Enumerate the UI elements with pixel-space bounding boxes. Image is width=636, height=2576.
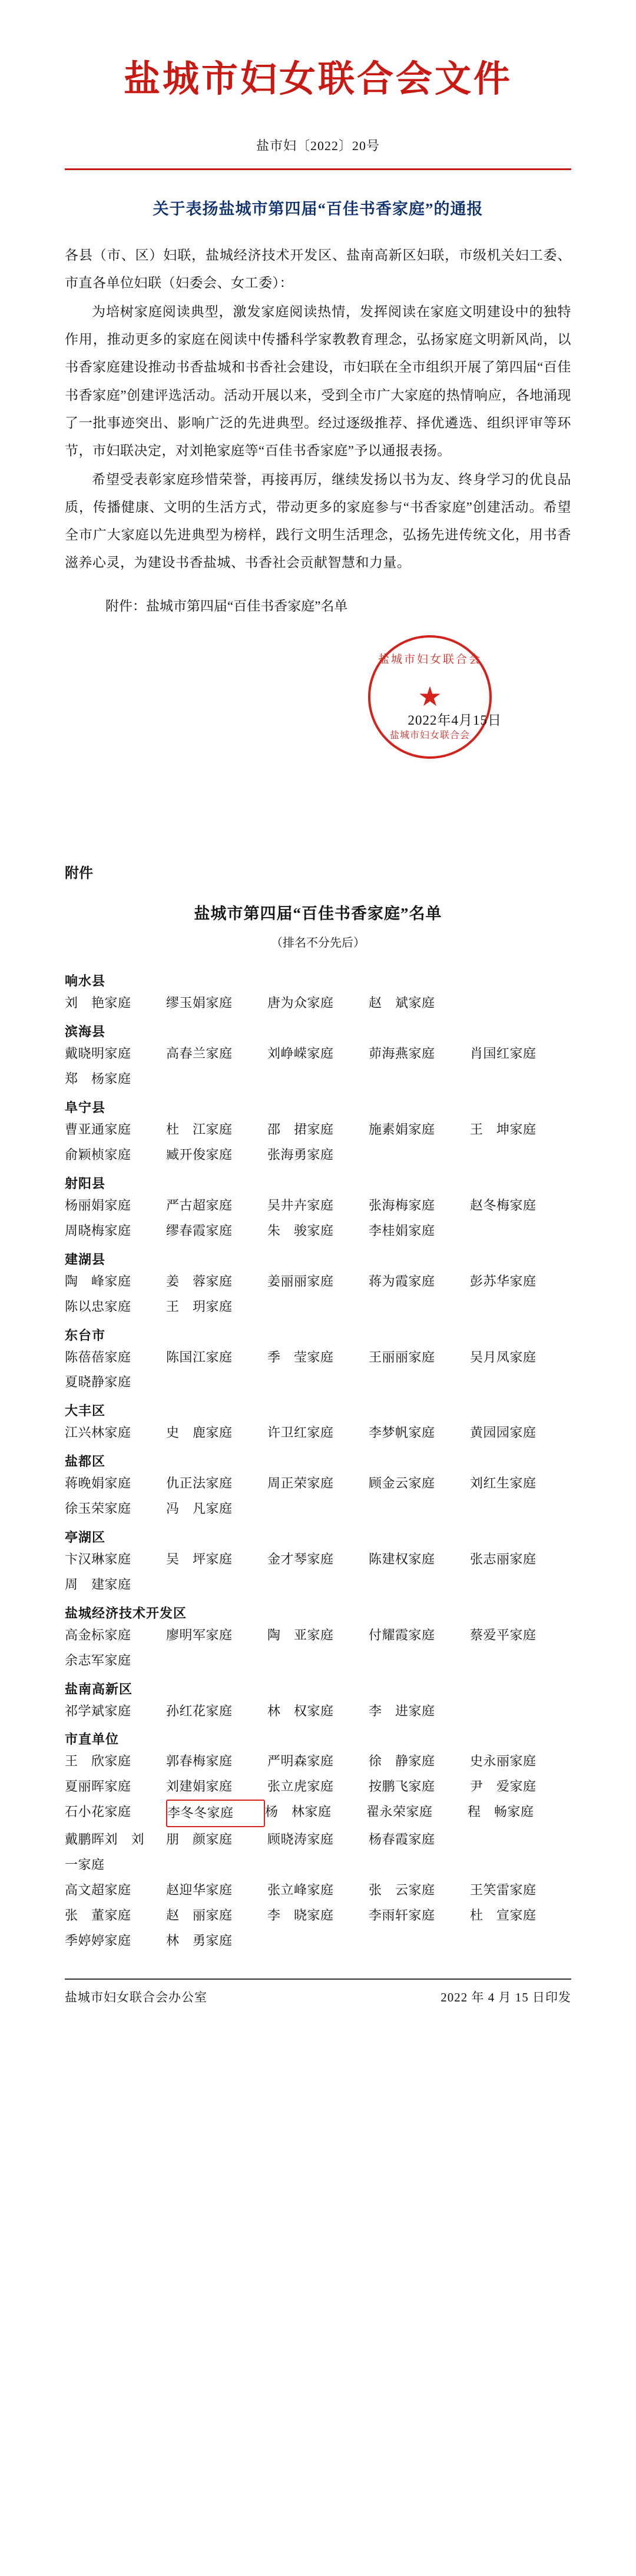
family-name-entry: 唐为众家庭 [267, 995, 334, 1011]
notice-title: 关于表扬盐城市第四届“百佳书香家庭”的通报 [153, 200, 483, 218]
family-name-entry: 张志丽家庭 [470, 1551, 536, 1566]
name-row [65, 1370, 571, 1395]
family-name-entry: 张立虎家庭 [267, 1779, 334, 1794]
family-name-entry: 尹 爱家庭 [470, 1779, 536, 1794]
family-name-entry: 赵迎华家庭 [166, 1882, 233, 1897]
name-row [65, 1648, 571, 1674]
name-row [65, 1774, 571, 1800]
family-name-entry: 李雨轩家庭 [369, 1907, 435, 1923]
family-name-entry: 金才琴家庭 [267, 1551, 334, 1566]
attachment-subtitle: （排名不分先后） [271, 937, 365, 950]
family-name-entry: 肖国红家庭 [470, 1046, 536, 1061]
family-name-entry: 杨春霞家庭 [369, 1832, 435, 1847]
family-name-entry: 吴月凤家庭 [470, 1349, 536, 1365]
family-name-entry: 严古超家庭 [166, 1197, 233, 1213]
family-name-entry: 杜 宣家庭 [470, 1907, 536, 1923]
footer-issuer: 盐城市妇女联合会办公室 [65, 1990, 207, 2004]
family-name-entry: 高文超家庭 [65, 1882, 131, 1897]
family-name-entry: 张海勇家庭 [267, 1147, 334, 1163]
family-name-entry: 蔡爱平家庭 [470, 1627, 536, 1642]
family-name-entry: 吴井卉家庭 [267, 1197, 334, 1213]
family-name-entry: 缪玉娟家庭 [166, 995, 233, 1011]
name-row [65, 1471, 571, 1496]
region-heading: 大丰区 [65, 1403, 106, 1419]
region-heading: 盐南高新区 [65, 1681, 133, 1697]
family-name-entry: 戴鹏晖刘 刘 一家庭 [65, 1832, 158, 1872]
seal-area [65, 620, 571, 767]
family-name-entry: 高金标家庭 [65, 1627, 131, 1642]
notice-body [65, 241, 571, 577]
family-name-entry: 程 畅家庭 [468, 1804, 534, 1820]
family-name-entry: 赵 丽家庭 [166, 1907, 233, 1923]
family-name-entry: 余志军家庭 [65, 1652, 131, 1668]
family-name-entry: 吴 坪家庭 [166, 1551, 233, 1566]
family-name-entry: 陈蓓蓓家庭 [65, 1349, 131, 1365]
region-heading: 亭湖区 [65, 1529, 106, 1545]
footer-date: 2022 年 4 月 15 日印发 [440, 1990, 571, 2004]
family-name-entry: 李 进家庭 [369, 1703, 435, 1718]
family-name-entry: 姜 蓉家庭 [166, 1273, 233, 1289]
name-row [65, 1143, 571, 1168]
family-name-entry: 刘建娟家庭 [166, 1779, 233, 1794]
family-name-entry: 臧开俊家庭 [166, 1147, 233, 1163]
family-name-entry: 李桂娟家庭 [369, 1223, 435, 1238]
family-name-entry: 陈国江家庭 [166, 1349, 233, 1365]
name-list [65, 965, 571, 1953]
family-name-entry: 王笑雷家庭 [470, 1882, 536, 1897]
family-name-entry: 陈以忠家庭 [65, 1299, 131, 1314]
family-name-entry: 施素娟家庭 [369, 1122, 435, 1137]
family-name-entry: 按鹏飞家庭 [369, 1779, 435, 1794]
name-row [65, 1903, 571, 1928]
name-row [65, 1294, 571, 1320]
name-row [65, 1345, 571, 1370]
family-name-entry: 顾晓涛家庭 [267, 1832, 334, 1847]
name-row [65, 1041, 571, 1067]
name-row [65, 991, 571, 1016]
family-name-entry: 王 玥家庭 [166, 1299, 233, 1314]
name-row [65, 1420, 571, 1446]
name-row [65, 1547, 571, 1572]
name-row [65, 1878, 571, 1903]
name-row [65, 1067, 571, 1092]
region-heading: 市直单位 [65, 1732, 120, 1747]
name-row [65, 1928, 571, 1954]
name-row [65, 1749, 571, 1774]
region-heading: 滨海县 [65, 1024, 106, 1040]
document-number: 盐市妇〔2022〕20号 [256, 138, 380, 154]
family-name-entry: 朱 骏家庭 [267, 1223, 334, 1238]
region-heading: 盐都区 [65, 1454, 106, 1469]
family-name-entry: 张 董家庭 [65, 1907, 131, 1923]
region-heading: 射阳县 [65, 1176, 106, 1191]
region-heading: 响水县 [65, 974, 106, 989]
attachment-reference: 附件：盐城市第四届“百佳书香家庭”名单 [105, 599, 348, 614]
official-seal [368, 635, 492, 759]
region-heading: 建湖县 [65, 1252, 106, 1267]
family-name-entry: 林 勇家庭 [166, 1933, 233, 1948]
name-row [65, 1572, 571, 1598]
name-row [65, 1827, 571, 1878]
family-name-entry: 廖明军家庭 [166, 1627, 233, 1642]
family-name-entry: 杨 林家庭 [265, 1804, 332, 1820]
family-name-entry: 陶 亚家庭 [267, 1627, 334, 1642]
family-name-entry: 周 建家庭 [65, 1576, 131, 1592]
notice-paragraph-1: 为培树家庭阅读典型，激发家庭阅读热情，发挥阅读在家庭文明建设中的独特作用，推动更多的家庭在阅读中传播科学家教教育理念，弘扬家庭文明新风尚，以书香家庭建设推动书香盐城和书香社会建设，市妇联在全市组织开展了第四届“百佳书香家庭”创建评选活动。活动开展以来，受到全市广大家庭的热情响应，各地涌现了一批事迹突出、影响广泛的先进典型。经过逐级推荐、择优遴选、组织评审等环节，市妇联决定，对刘艳家庭等“百佳书香家庭”予以通报表扬。 [65, 304, 571, 458]
family-name-entry: 张海梅家庭 [369, 1197, 435, 1213]
family-name-entry: 邵 捃家庭 [267, 1122, 334, 1137]
family-name-entry: 张立峰家庭 [267, 1882, 334, 1897]
family-name-entry: 姜丽丽家庭 [267, 1273, 334, 1289]
family-name-entry: 朋 颜家庭 [166, 1832, 233, 1847]
family-name-entry: 刘红生家庭 [470, 1476, 536, 1491]
family-name-entry: 俞颖桢家庭 [65, 1147, 131, 1163]
family-name-entry: 徐 静家庭 [369, 1754, 435, 1769]
family-name-entry: 顾金云家庭 [369, 1476, 435, 1491]
seal-bottom-text: 盐城市妇女联合会 [389, 731, 470, 741]
attachment-document [0, 838, 636, 1953]
name-row [65, 1219, 571, 1244]
name-row [65, 1496, 571, 1522]
family-name-entry: 徐玉荣家庭 [65, 1501, 131, 1516]
family-name-entry: 杜 江家庭 [166, 1122, 233, 1137]
family-name-entry: 王丽丽家庭 [369, 1349, 435, 1365]
document-footer [65, 1979, 571, 2006]
family-name-entry: 林 权家庭 [267, 1703, 334, 1718]
seal-top-text: 盐城市妇女联合会 [377, 653, 482, 666]
family-name-entry: 翟永荣家庭 [366, 1804, 433, 1820]
family-name-entry: 季 莹家庭 [267, 1349, 334, 1365]
family-name-entry: 王 坤家庭 [470, 1122, 536, 1137]
family-name-entry: 李 晓家庭 [267, 1907, 334, 1923]
name-row [65, 1117, 571, 1143]
family-name-entry: 卞汉琳家庭 [65, 1551, 131, 1566]
name-row [65, 1800, 571, 1827]
family-name-entry: 缪春霞家庭 [166, 1223, 233, 1238]
family-name-entry: 季婷婷家庭 [65, 1933, 131, 1948]
name-row [65, 1699, 571, 1724]
star-icon: ★ [418, 682, 442, 712]
masthead-title: 盐城市妇女联合会文件 [123, 59, 512, 99]
family-name-entry: 陈建权家庭 [369, 1551, 435, 1566]
family-name-entry: 李梦帆家庭 [369, 1425, 435, 1440]
seal-date: 2022年4月15日 [408, 713, 502, 728]
family-name-entry: 黄园园家庭 [470, 1425, 536, 1440]
notice-paragraph-2: 希望受表彰家庭珍惜荣誉，再接再厉，继续发扬以书为友、终身学习的优良品质，传播健康、文明的生活方式，带动更多的家庭参与“书香家庭”创建活动。希望全市广大家庭以先进典型为榜样，践行文明生活理念，弘扬先进传统文化，用书香滋养心灵，为建设书香盐城、书香社会贡献智慧和力量。 [65, 472, 571, 570]
notice-paragraph-addressee: 各县（市、区）妇联，盐城经济技术开发区、盐南高新区妇联，市级机关妇工委、市直各单位妇联（妇委会、女工委）： [65, 247, 571, 290]
family-name-entry: 刘峥嵘家庭 [267, 1046, 334, 1061]
family-name-entry: 冯 凡家庭 [166, 1501, 233, 1516]
region-heading: 盐城经济技术开发区 [65, 1605, 187, 1621]
family-name-entry: 严明森家庭 [267, 1754, 334, 1769]
family-name-entry: 戴晓明家庭 [65, 1046, 131, 1061]
family-name-entry: 赵 斌家庭 [369, 995, 435, 1011]
family-name-entry: 江兴林家庭 [65, 1425, 131, 1440]
family-name-entry: 祁学斌家庭 [65, 1703, 131, 1718]
family-name-entry: 史 鹿家庭 [166, 1425, 233, 1440]
attachment-title: 盐城市第四届“百佳书香家庭”名单 [194, 905, 442, 923]
family-name-entry: 许卫红家庭 [267, 1425, 334, 1440]
region-heading: 东台市 [65, 1327, 106, 1343]
family-name-entry: 郭春梅家庭 [166, 1754, 233, 1769]
notice-document [0, 0, 636, 767]
family-name-entry: 夏丽晖家庭 [65, 1779, 131, 1794]
family-name-entry: 仇正法家庭 [166, 1476, 233, 1491]
family-name-entry: 王 欣家庭 [65, 1754, 131, 1769]
name-row [65, 1623, 571, 1648]
family-name-entry: 茆海燕家庭 [369, 1046, 435, 1061]
region-heading: 阜宁县 [65, 1100, 106, 1116]
family-name-entry: 夏晓静家庭 [65, 1375, 131, 1390]
family-name-entry: 付耀霞家庭 [369, 1627, 435, 1642]
family-name-entry: 周正荣家庭 [267, 1476, 334, 1491]
name-row [65, 1269, 571, 1294]
family-name-entry: 石小花家庭 [65, 1804, 131, 1820]
attachment-label: 附件 [65, 866, 93, 882]
family-name-entry: 史永丽家庭 [470, 1754, 536, 1769]
family-name-entry: 张 云家庭 [369, 1882, 435, 1897]
family-name-entry: 高春兰家庭 [166, 1046, 233, 1061]
family-name-entry: 蒋为霞家庭 [369, 1273, 435, 1289]
family-name-entry: 杨丽娟家庭 [65, 1197, 131, 1213]
family-name-entry: 孙红花家庭 [166, 1703, 233, 1718]
family-name-entry: 曹亚通家庭 [65, 1122, 131, 1137]
family-name-entry: 李冬冬家庭 [166, 1800, 265, 1827]
family-name-entry: 郑 杨家庭 [65, 1071, 131, 1087]
family-name-entry: 赵冬梅家庭 [470, 1197, 536, 1213]
family-name-entry: 彭苏华家庭 [470, 1273, 536, 1289]
family-name-entry: 刘 艳家庭 [65, 995, 131, 1011]
name-row [65, 1193, 571, 1219]
page-break-spacer [0, 767, 636, 838]
family-name-entry: 蒋晚娟家庭 [65, 1476, 131, 1491]
family-name-entry: 陶 峰家庭 [65, 1273, 131, 1289]
family-name-entry: 周晓梅家庭 [65, 1223, 131, 1238]
